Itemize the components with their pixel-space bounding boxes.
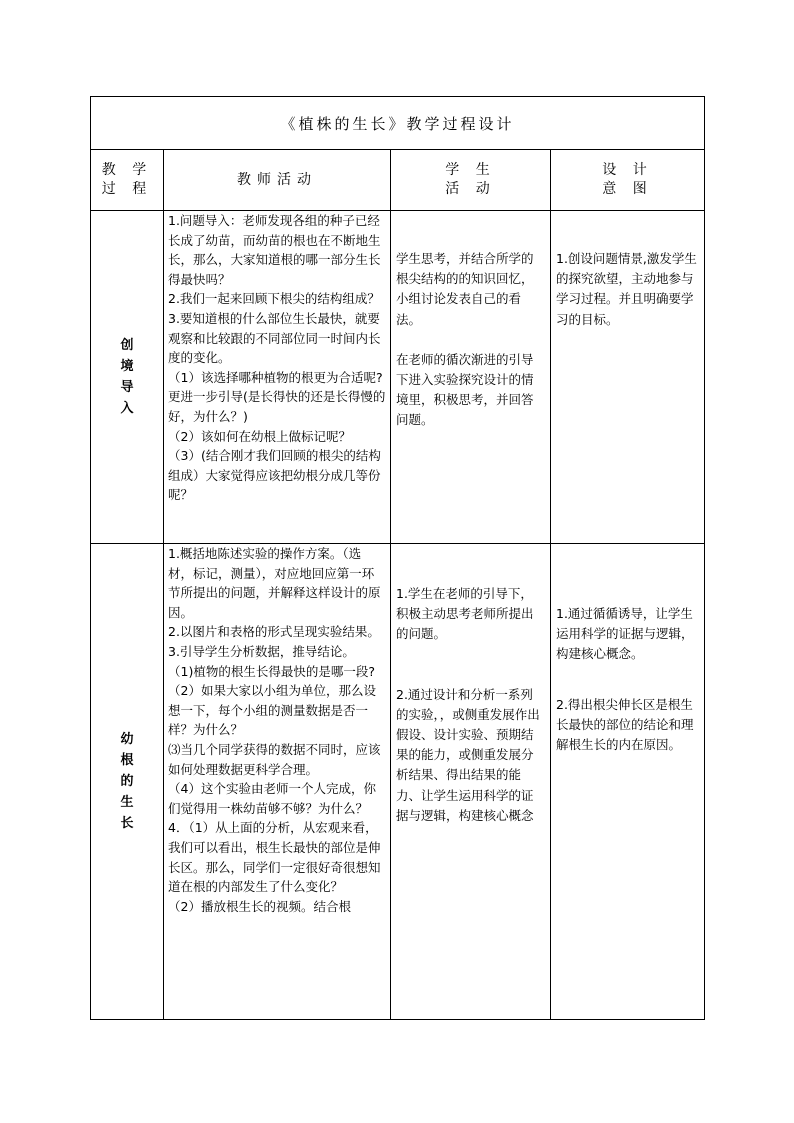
stage-char: 幼	[120, 732, 134, 747]
stage-cell	[91, 544, 164, 1020]
header-student	[391, 150, 551, 211]
teacher-paragraph: 2.我们一起来回顾下根尖的结构组成？	[168, 291, 380, 307]
teacher-paragraph: 3.要知道根的什么部位生长最快，就要观察和比较跟的不同部位同一时间内长度的变化。	[168, 310, 381, 366]
teacher-paragraph: （2）播放根生长的视频。结合根	[168, 898, 351, 914]
student-paragraph: 2.通过设计和分析一系列的实验，，或侧重发展作出假设、设计实验、预期结果的能力，或侧重发展分析结果、得出结果的能力、让学生运用科学的证据与逻辑，构建核心概念	[396, 686, 540, 823]
header-student-line2: 活 动	[445, 181, 496, 197]
teacher-paragraph: （2）如果大家以小组为单位，那么设想一下，每个小组的测量数据是否一样？为什么？	[168, 683, 376, 738]
header-teacher	[164, 150, 391, 211]
header-intent-line1: 设 计	[602, 162, 653, 178]
stage-char: 创	[120, 338, 134, 353]
teacher-paragraph: ⑶当几个同学获得的数据不同时，应该如何处理数据更科学合理。	[168, 741, 381, 777]
student-paragraph: 学生思考，并结合所学的根尖结构的的知识回忆，小组讨论发表自己的看法。	[396, 251, 534, 327]
intent-paragraph: 1.创设问题情景,激发学生的探究欲望，主动地参与学习过程。并且明确要学习的目标。	[556, 251, 697, 327]
teacher-paragraph: 1.概括地陈述实验的操作方案。（选材，标记，测量），对应地回应第一环节所提出的问题，并解释这样设计的原因。	[168, 546, 381, 620]
stage-char: 境	[120, 359, 134, 374]
stage-char: 入	[120, 401, 134, 416]
teacher-paragraph: （3）(结合刚才我们回顾的根尖的结构组成）大家觉得应该把幼根分成几等份呢？	[168, 448, 381, 503]
stage-char: 的	[120, 774, 134, 789]
teacher-paragraph: 4．（1）从上面的分析，从宏观来看，我们可以看出，根生长最快的部位是伸长区。那么，同学们一定很好奇很想知道在根的内部发生了什么变化？	[168, 820, 381, 895]
teacher-activity-cell	[164, 211, 391, 544]
stage-char: 生	[120, 795, 134, 810]
stage-char: 根	[120, 753, 134, 768]
stage-char: 导	[120, 380, 134, 395]
header-stage	[91, 150, 164, 211]
design-intent-cell	[551, 544, 705, 1020]
table-row	[91, 211, 705, 544]
header-stage-line2: 过 程	[101, 181, 153, 197]
document-title: 《植株的生长》教学过程设计	[91, 97, 705, 150]
lesson-design-table	[90, 96, 705, 1020]
stage-cell	[91, 211, 164, 544]
student-paragraph: 1.学生在老师的引导下，积极主动思考老师所提出的问题。	[396, 586, 534, 642]
teacher-paragraph: 3.引导学生分析数据，推导结论。	[168, 643, 355, 659]
teacher-paragraph: （2）该如何在幼根上做标记呢？	[168, 428, 351, 444]
header-student-line1: 学 生	[445, 162, 496, 178]
teacher-paragraph: （1)植物的根生长得最快的是哪一段?	[168, 663, 375, 679]
design-intent-cell	[551, 211, 705, 544]
student-activity-cell	[391, 211, 551, 544]
header-teacher-label: 教师活动	[237, 171, 317, 188]
teacher-paragraph: 2.以图片和表格的形式呈现实验结果。	[168, 624, 380, 640]
teacher-paragraph: 1.问题导入：老师发现各组的种子已经长成了幼苗，而幼苗的根也在不断地生长，那么，大家知道根的哪一部分生长得最快吗？	[168, 213, 381, 287]
teacher-paragraph: （1）该选择哪种植物的根更为合适呢?更进一步引导(是长得快的还是长得慢的好，为什么？)	[168, 369, 386, 424]
intent-paragraph: 2.得出根尖伸长区是根生长最快的部位的结论和理解根生长的内在原因。	[556, 696, 694, 753]
student-activity-cell	[391, 544, 551, 1020]
header-intent	[551, 150, 705, 211]
header-stage-line1: 教 学	[101, 162, 153, 178]
table-row	[91, 544, 705, 1020]
stage-char: 长	[120, 816, 134, 831]
header-intent-line2: 意 图	[602, 181, 653, 197]
intent-paragraph: 1.通过循循诱导，让学生运用科学的证据与逻辑，构建核心概念。	[556, 606, 694, 662]
teacher-paragraph: （4）这个实验由老师一个人完成，你们觉得用一株幼苗够不够？为什么？	[168, 781, 376, 816]
student-paragraph: 在老师的循次渐进的引导下进入实验探究设计的情境里，积极思考，并回答问题。	[396, 351, 534, 428]
teacher-activity-cell	[164, 544, 391, 1020]
